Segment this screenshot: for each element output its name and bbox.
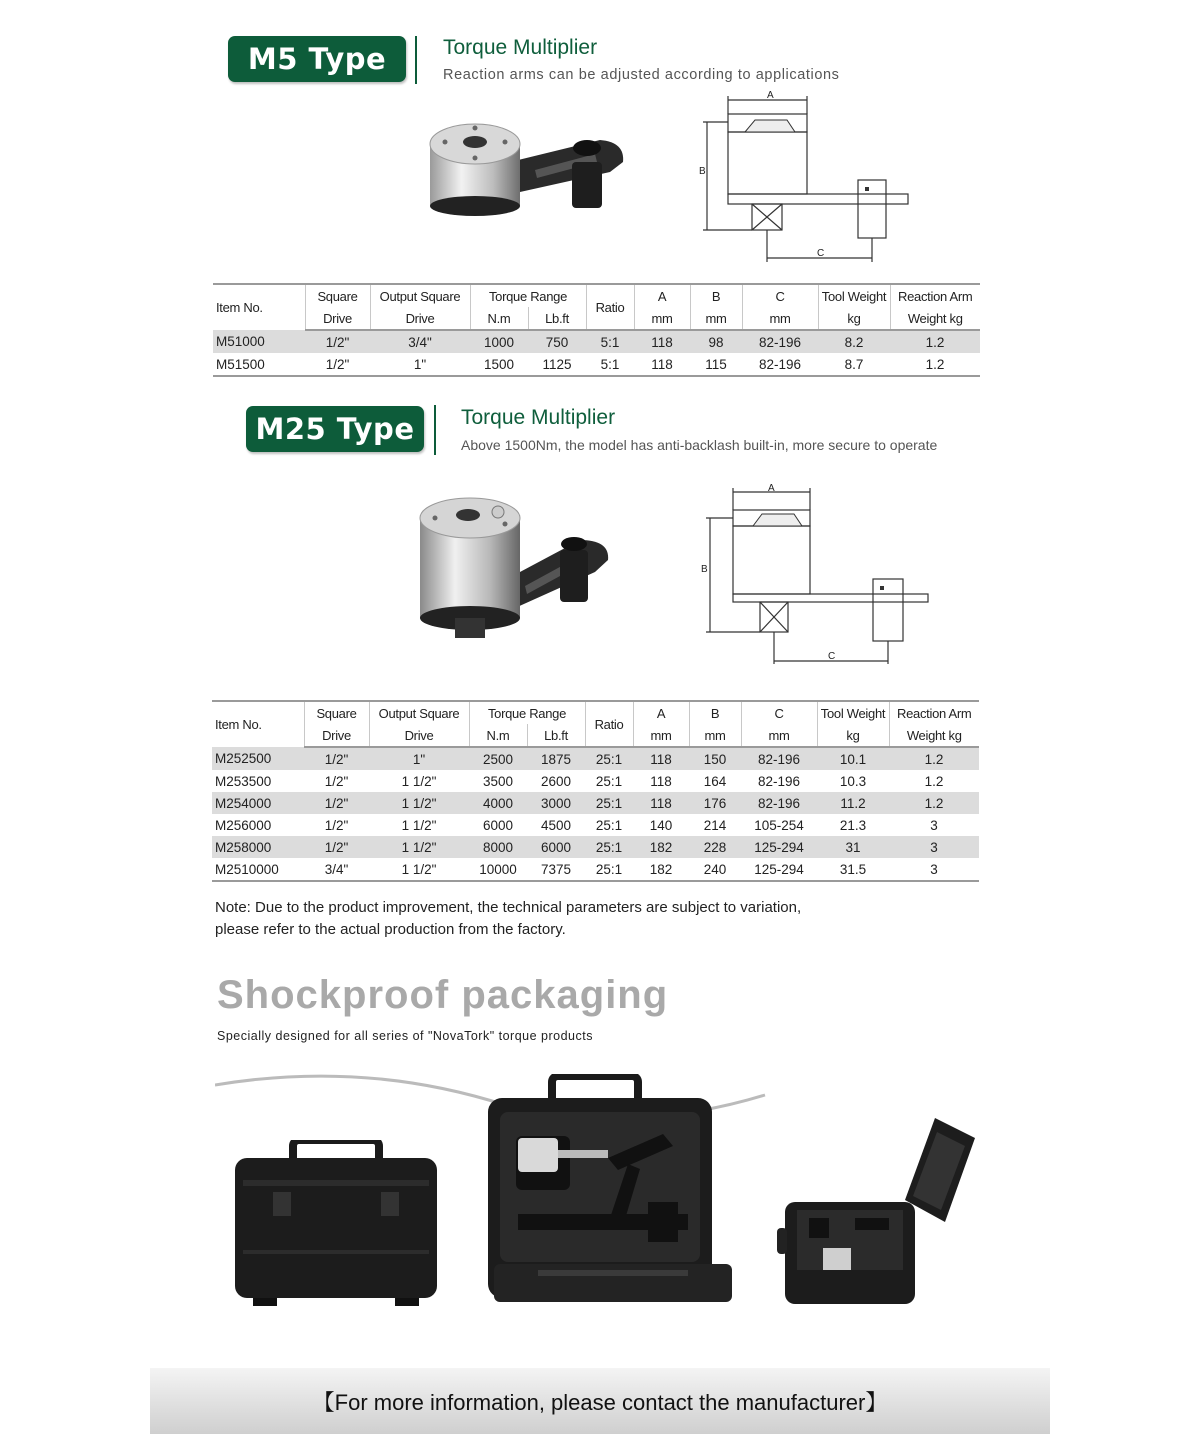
contact-footer xyxy=(150,1368,1050,1434)
hdr-torque-range: Torque Range xyxy=(469,701,585,724)
table-row: M254000 1/2" 1 1/2" 4000 3000 25:1 118 176 82-196 11.2 1.2 xyxy=(212,792,979,814)
table-row: M51500 1/2" 1" 1500 1125 5:1 118 115 82-196 8.7 1.2 xyxy=(213,353,980,376)
m25-dim-b: B xyxy=(701,564,708,575)
table-row: M256000 1/2" 1 1/2" 6000 4500 25:1 140 214 105-254 21.3 3 xyxy=(212,814,979,836)
hdr-c: C xyxy=(741,701,817,724)
hdr-a-mm: mm xyxy=(634,307,690,330)
open-case-image xyxy=(488,1074,734,1306)
hdr-kg: kg xyxy=(817,724,889,747)
m5-dim-c: C xyxy=(817,248,825,259)
packaging-subtitle: Specially designed for all series of "NovaTork" torque products xyxy=(217,1029,593,1043)
hdr-c: C xyxy=(742,284,818,307)
m25-dim-a: A xyxy=(768,483,775,494)
m5-subtitle: Reaction arms can be adjusted according to applications xyxy=(443,67,840,83)
table-row: M252500 1/2" 1" 2500 1875 25:1 118 150 82-196 10.1 1.2 xyxy=(212,747,979,770)
hdr-square: Square xyxy=(304,701,369,724)
hdr-a-mm: mm xyxy=(633,724,689,747)
footer-text: 【For more information, please contact the manufacturer】 xyxy=(312,1389,888,1415)
note-line-2: please refer to the actual production from the factory. xyxy=(215,921,566,938)
m25-dim-c: C xyxy=(828,651,836,662)
hdr-item-no: Item No. xyxy=(212,701,304,747)
hdr-b-mm: mm xyxy=(690,307,742,330)
hdr-ratio: Ratio xyxy=(585,701,633,747)
hdr-c-mm: mm xyxy=(742,307,818,330)
note-line-1: Note: Due to the product improvement, the technical parameters are subject to variation, xyxy=(215,899,802,916)
angled-case-image xyxy=(775,1110,981,1308)
m25-title: Torque Multiplier xyxy=(461,406,616,429)
hdr-b: B xyxy=(689,701,741,724)
technical-note xyxy=(215,897,801,941)
hdr-drive: Drive xyxy=(304,724,369,747)
hdr-weight-kg: Weight kg xyxy=(890,307,980,330)
hdr-ratio: Ratio xyxy=(586,284,634,330)
m25-badge-label: M25 Type xyxy=(255,412,415,446)
hdr-nm: N.m xyxy=(470,307,528,330)
hdr-b-mm: mm xyxy=(689,724,741,747)
hdr-output-drive: Drive xyxy=(369,724,469,747)
hdr-lbft: Lb.ft xyxy=(527,724,585,747)
hdr-reaction-arm: Reaction Arm xyxy=(889,701,979,724)
hdr-output-drive: Drive xyxy=(370,307,470,330)
hdr-drive: Drive xyxy=(305,307,370,330)
hdr-lbft: Lb.ft xyxy=(528,307,586,330)
hdr-kg: kg xyxy=(818,307,890,330)
table-row: M253500 1/2" 1 1/2" 3500 2600 25:1 118 164 82-196 10.3 1.2 xyxy=(212,770,979,792)
hdr-square: Square xyxy=(305,284,370,307)
hdr-item-no: Item No. xyxy=(213,284,305,330)
m5-dim-b: B xyxy=(699,166,706,177)
hdr-reaction-arm: Reaction Arm xyxy=(890,284,980,307)
hdr-output-square: Output Square xyxy=(369,701,469,724)
m5-type-badge xyxy=(228,36,406,82)
hdr-a: A xyxy=(634,284,690,307)
closed-case-image xyxy=(233,1140,439,1308)
m5-badge-label: M5 Type xyxy=(247,42,387,76)
m5-divider xyxy=(415,36,417,84)
m25-dimension-diagram xyxy=(698,482,933,672)
m25-subtitle: Above 1500Nm, the model has anti-backlash built-in, more secure to operate xyxy=(461,437,938,453)
hdr-weight-kg: Weight kg xyxy=(889,724,979,747)
table-row: M2510000 3/4" 1 1/2" 10000 7375 25:1 182 240 125-294 31.5 3 xyxy=(212,858,979,881)
m5-title: Torque Multiplier xyxy=(443,36,598,59)
hdr-nm: N.m xyxy=(469,724,527,747)
hdr-c-mm: mm xyxy=(741,724,817,747)
m5-dim-a: A xyxy=(767,90,774,101)
hdr-tool-weight: Tool Weight xyxy=(818,284,890,307)
m25-spec-table xyxy=(212,700,979,882)
packaging-title: Shockproof packaging xyxy=(217,973,669,1017)
m5-dimension-diagram xyxy=(695,90,920,270)
m25-type-badge xyxy=(246,406,424,452)
hdr-a: A xyxy=(633,701,689,724)
m25-divider xyxy=(434,405,436,455)
hdr-torque-range: Torque Range xyxy=(470,284,586,307)
hdr-tool-weight: Tool Weight xyxy=(817,701,889,724)
table-row: M51000 1/2" 3/4" 1000 750 5:1 118 98 82-196 8.2 1.2 xyxy=(213,330,980,353)
hdr-b: B xyxy=(690,284,742,307)
hdr-output-square: Output Square xyxy=(370,284,470,307)
m5-spec-table xyxy=(213,283,980,377)
m5-product-image xyxy=(425,112,635,222)
m25-product-image xyxy=(410,490,615,645)
table-row: M258000 1/2" 1 1/2" 8000 6000 25:1 182 228 125-294 31 3 xyxy=(212,836,979,858)
